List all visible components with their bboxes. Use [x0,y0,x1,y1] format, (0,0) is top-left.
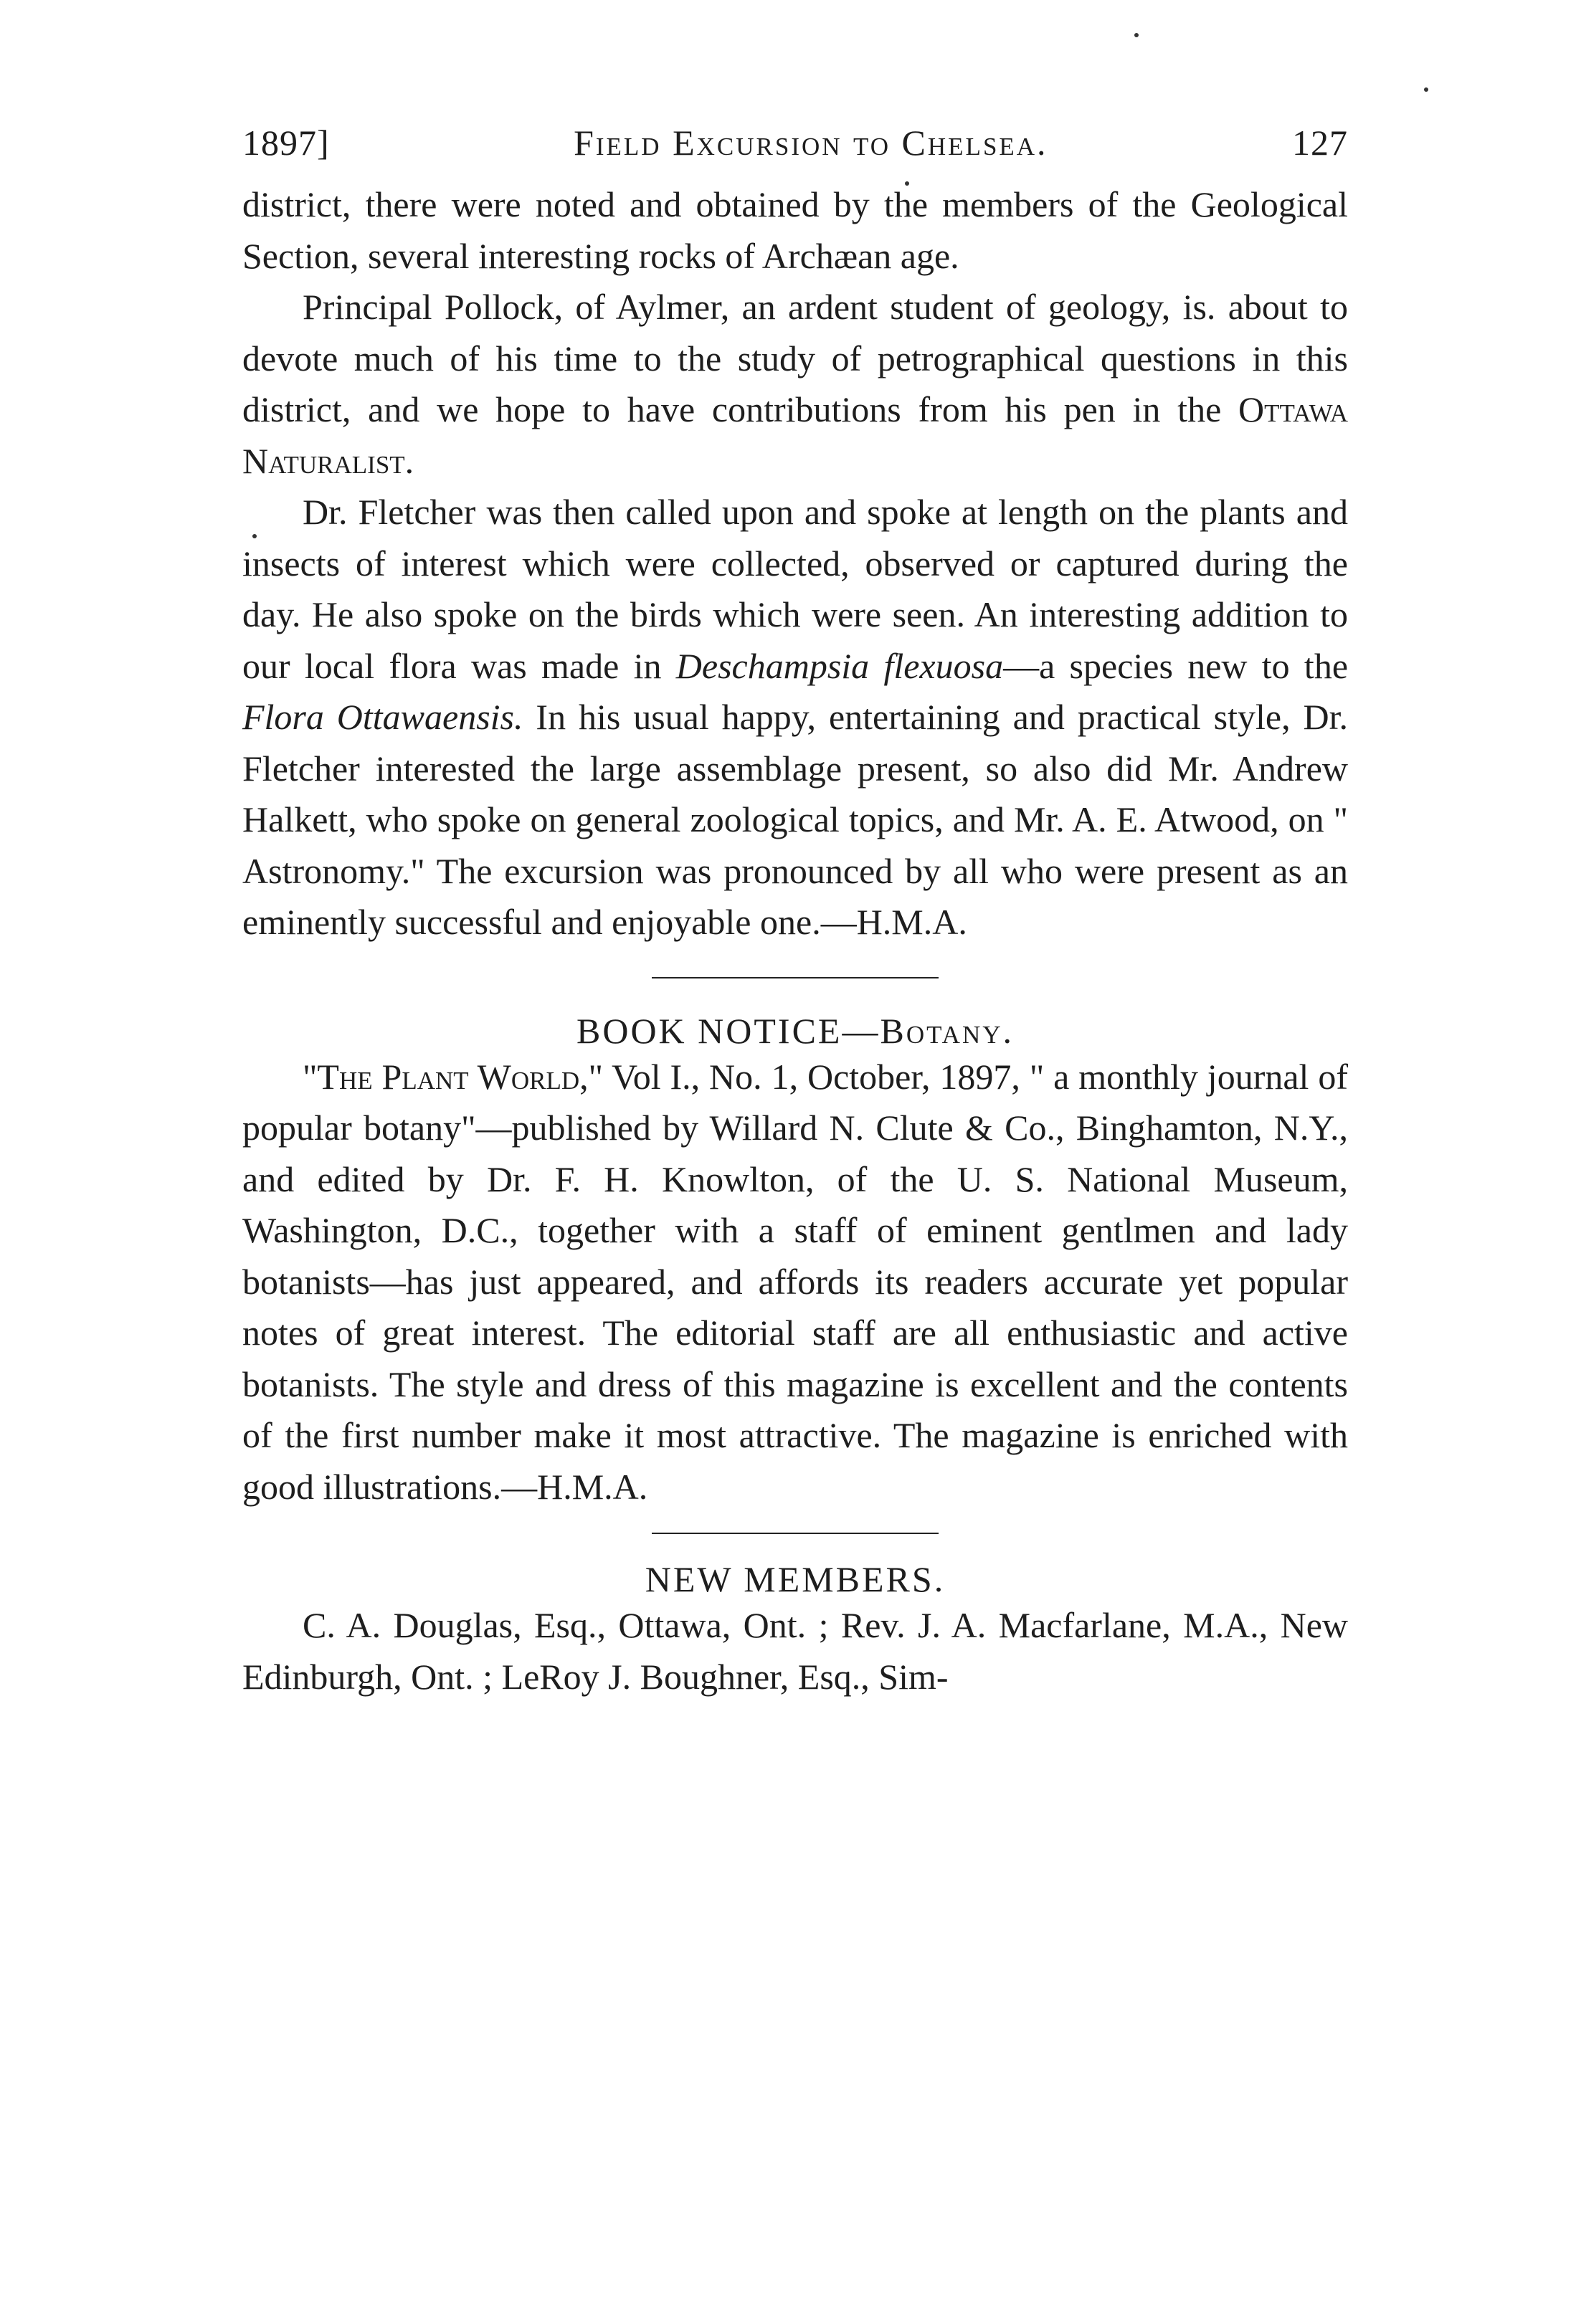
open-quote: " [303,1056,318,1097]
journal-name: Ottawa Naturalist [242,389,1349,481]
paragraph-principal-pollock [242,282,1348,487]
flora-name: Flora Ottawaensis. [242,697,523,737]
fletcher-text-a: Dr. Fletcher was then called upon and spoke at length on the plants and insects of interest which were collected, observed or captured during the day. He also spoke on the birds which were seen. An interesting addition to our local flora was made in [242,492,1348,686]
book-notice-heading [242,1010,1348,1052]
new-members-heading: NEW MEMBERS. [645,1559,946,1599]
running-head [242,122,1348,179]
print-speck [1134,33,1139,37]
plant-world-text: " Vol I., No. 1, October, 1897, " a monthly journal of popular botany"—published by Willard N. Clute & Co., Binghamton, N.Y., and edited by Dr. F. H. Knowlton, of the U. S. National Museum, Washington, D.C., together with a staff of eminent gentlmen and lady botanists—has just appeared, and affords its readers accurate yet popular notes of great interest. The editorial staff are all enthusiastic and active botanists. The style and dress of this magazine is excellent and the contents of the first number make it most attractive. The magazine is enriched with good illustrations.—H.M.A. [242,1056,1348,1507]
pollock-text: Principal Pollock, of Aylmer, an ardent student of geology, is. about to devote much of his time to the study of petrographical questions in this district, and we hope to have contributions from his pen in the [242,287,1348,429]
print-speck [1424,87,1428,92]
year-marker: 1897] [242,123,330,163]
paragraph-new-members: C. A. Douglas, Esq., Ottawa, Ont. ; Rev. J. A. Macfarlane, M.A., New Edinburgh, Ont. ; LeRoy J. Boughner, Esq., Sim- [242,1605,1348,1697]
paragraph-archaean-rocks: district, there were noted and obtained by the members of the Geological Section, several interesting rocks of Archæan age. [242,184,1348,276]
running-title: Field Excursion to Chelsea. [574,123,1048,163]
fletcher-text-b: —a species new to the [1003,645,1349,686]
book-notice-heading-main: BOOK NOTICE— [576,1010,880,1051]
book-notice-heading-sub: Botany. [880,1010,1014,1051]
fletcher-text-c: In his usual happy, entertaining and practical style, Dr. Fletcher interested the large assemblage present, so also did Mr. Andrew Halkett, who spoke on general zoological topics, and Mr. A. E. Atwood, on " Astronomy." The excursion was pronounced by all who were present as an eminently successful and enjoyable one.—H.M.A. [242,697,1348,942]
pollock-period: . [404,440,414,481]
species-name: Deschampsia flexuosa [675,645,1004,686]
paragraph-plant-world [242,1052,1348,1513]
paragraph-dr-fletcher [242,487,1348,948]
page-number: 127 [1291,123,1348,163]
magazine-title: The Plant World, [317,1056,589,1097]
book-page [242,122,1348,1702]
